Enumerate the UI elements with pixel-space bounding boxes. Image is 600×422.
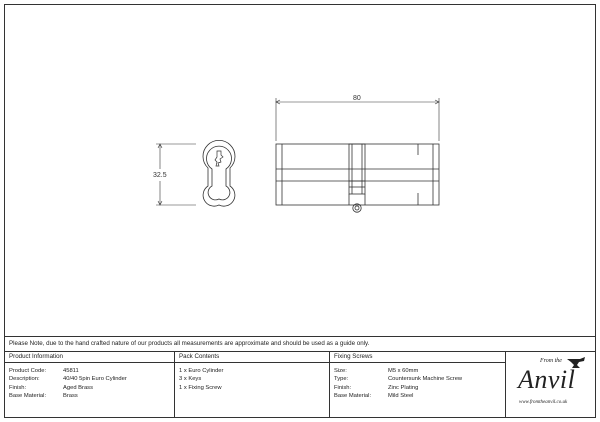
finish-value: Aged Brass <box>63 384 93 391</box>
finish-label: Finish: <box>9 384 27 391</box>
screw-base-material-label: Base Material: <box>334 393 372 400</box>
table-row <box>9 392 174 400</box>
table-row <box>334 392 505 400</box>
description-label: Description: <box>9 376 40 383</box>
table-row <box>334 375 505 383</box>
description-value: 40/40 5pin Euro Cylinder <box>63 376 127 383</box>
logo-from-text: From the <box>540 358 562 364</box>
fixing-screws-heading: Fixing Screws <box>330 352 505 363</box>
height-dimension-label: 32.5 <box>153 172 167 179</box>
screw-size-value: M5 x 60mm <box>388 368 419 374</box>
product-information-heading: Product Information <box>5 352 174 363</box>
table-row <box>9 384 174 392</box>
fixing-screws-panel <box>330 352 505 417</box>
list-item: 3 x Keys <box>179 376 202 383</box>
width-dimension <box>276 98 439 141</box>
drawing-sheet <box>4 4 596 418</box>
cylinder-front-view <box>203 140 235 206</box>
technical-drawing <box>5 5 595 335</box>
screw-finish-label: Finish: <box>334 384 352 391</box>
list-item: 1 x Euro Cylinder <box>179 368 224 374</box>
width-dimension-label: 80 <box>353 95 361 102</box>
screw-base-material-value: Mild Steel <box>388 393 414 400</box>
pack-contents-heading: Pack Contents <box>175 352 329 363</box>
info-table <box>5 352 595 417</box>
screw-size-label: Size: <box>334 368 347 374</box>
brand-logo <box>505 352 595 417</box>
screw-type-label: Type: <box>334 376 349 383</box>
list-item: 1 x Fixing Screw <box>179 384 222 391</box>
product-code-label: Product Code: <box>9 368 47 374</box>
table-row <box>334 384 505 392</box>
product-information-panel <box>5 352 175 417</box>
screw-type-value: Countersunk Machine Screw <box>388 376 463 383</box>
base-material-label: Base Material: <box>9 393 47 400</box>
table-row <box>334 367 505 375</box>
logo-url-text: www.fromtheanvil.co.uk <box>519 400 568 405</box>
disclaimer-note: Please Note, due to the hand crafted nature of our products all measurements are approximate and should be used as a guide only. <box>5 336 595 352</box>
product-code-value: 45811 <box>63 368 79 374</box>
table-row <box>9 375 174 383</box>
pack-contents-panel <box>175 352 330 417</box>
screw-finish-value: Zinc Plating <box>388 384 419 391</box>
logo-name-text: Anvil <box>518 365 576 394</box>
base-material-value: Brass <box>63 393 78 400</box>
cylinder-side-view <box>276 144 439 212</box>
table-row <box>9 367 174 375</box>
